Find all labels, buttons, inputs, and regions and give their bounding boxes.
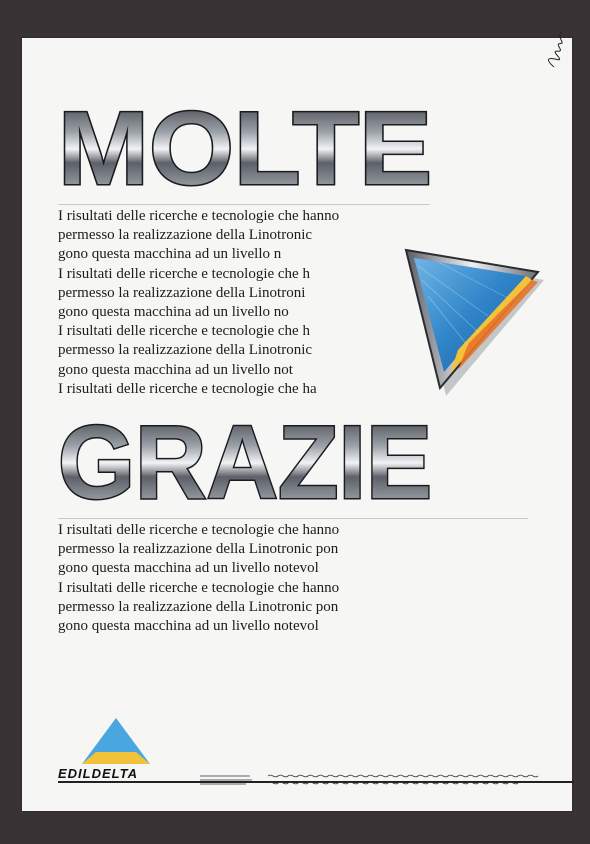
body-line: permesso la realizzazione della Linotronic pon: [58, 541, 339, 558]
layout-guide-line: [58, 518, 528, 519]
body-line: permesso la realizzazione della Linotronic: [58, 227, 313, 244]
delta-triangle-emblem: [398, 246, 546, 396]
body-line: gono questa macchina ad un livello notevol: [58, 560, 319, 577]
body-line: gono questa macchina ad un livello n: [58, 246, 282, 263]
headline-molte: [56, 100, 436, 192]
body-line: permesso la realizzazione della Linotronic pon: [58, 598, 339, 615]
body-copy-block-2: [58, 521, 438, 636]
body-line: I risultati delle ricerche e tecnologie che hanno: [58, 579, 340, 596]
body-line: I risultati delle ricerche e tecnologie che hanno: [58, 208, 340, 224]
headline-grazie-text: GRAZIE: [58, 414, 432, 506]
body-line: gono questa macchina ad un livello notevol: [58, 618, 319, 635]
body-copy-block-1: [58, 207, 398, 399]
body-line: gono questa macchina ad un livello not: [58, 361, 293, 378]
body-line: I risultati delle ricerche e tecnologie che h: [58, 323, 310, 340]
brand-name: EDILDELTA: [58, 766, 139, 781]
headline-molte-text: MOLTE: [58, 100, 432, 192]
body-line: I risultati delle ricerche e tecnologie che h: [58, 265, 310, 282]
body-line: permesso la realizzazione della Linotroni: [58, 284, 306, 301]
body-line: gono questa macchina ad un livello no: [58, 304, 289, 321]
logo-triangle-icon: [58, 716, 176, 768]
body-line: I risultati delle ricerche e tecnologie che hanno: [58, 522, 340, 538]
headline-grazie: [56, 414, 436, 506]
signature-mark: [540, 26, 572, 70]
footer-handwritten-notes: [198, 770, 558, 794]
layout-guide-line: [58, 204, 430, 205]
body-line: I risultati delle ricerche e tecnologie che ha: [58, 380, 317, 397]
body-line: permesso la realizzazione della Linotronic: [58, 342, 313, 359]
